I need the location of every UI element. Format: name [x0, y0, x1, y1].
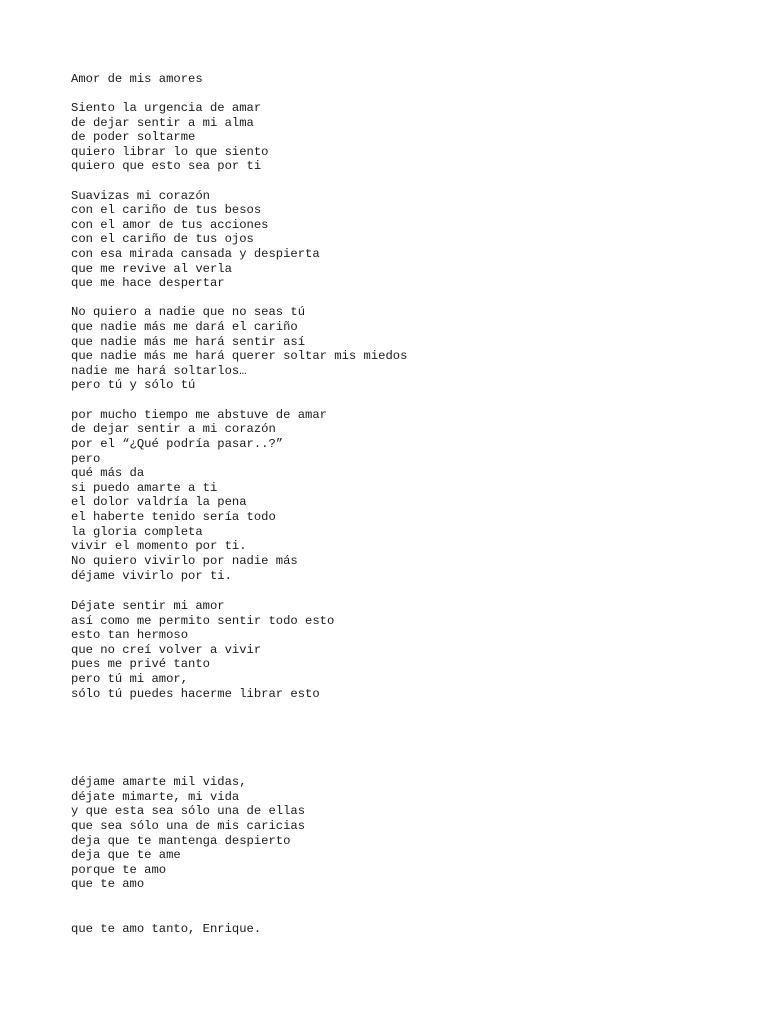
poem-line: vivir el momento por ti.: [71, 539, 247, 553]
poem-line: sólo tú puedes hacerme librar esto: [71, 687, 320, 701]
poem-line: con el cariño de tus besos: [71, 203, 262, 217]
poem-line: qué más da: [71, 466, 145, 480]
poem-line: con el amor de tus acciones: [71, 218, 269, 232]
poem-title: Amor de mis amores: [71, 72, 203, 86]
poem-line: así como me permito sentir todo esto: [71, 614, 335, 628]
poem-line: deja que te ame: [71, 848, 181, 862]
poem-line: esto tan hermoso: [71, 628, 189, 642]
poem-line: Suavizas mi corazón: [71, 189, 210, 203]
poem-line: que nadie más me hará sentir así: [71, 335, 306, 349]
poem-line: pero tú mi amor,: [71, 672, 189, 686]
poem-line: No quiero vivirlo por nadie más: [71, 554, 298, 568]
poem-line: que me hace despertar: [71, 276, 225, 290]
poem-line: nadie me hará soltarlos…: [71, 364, 247, 378]
poem-line: No quiero a nadie que no seas tú: [71, 305, 306, 319]
poem-line: que me revive al verla: [71, 262, 232, 276]
poem-line: déjame amarte mil vidas,: [71, 775, 247, 789]
poem-line: porque te amo: [71, 863, 167, 877]
poem-line: Siento la urgencia de amar: [71, 101, 262, 115]
poem-line: el haberte tenido sería todo: [71, 510, 276, 524]
poem-line: y que esta sea sólo una de ellas: [71, 804, 306, 818]
poem-line: que no creí volver a vivir: [71, 643, 262, 657]
poem-line: por el “¿Qué podría pasar..?”: [71, 437, 284, 451]
poem-line: déjate mimarte, mi vida: [71, 790, 240, 804]
poem-line: deja que te mantenga despierto: [71, 834, 291, 848]
poem-line: que sea sólo una de mis caricias: [71, 819, 306, 833]
poem-line: que nadie más me hará querer soltar mis miedos: [71, 349, 408, 363]
poem-line: quiero librar lo que siento: [71, 145, 269, 159]
poem-line: déjame vivirlo por ti.: [71, 569, 232, 583]
poem-line: de dejar sentir a mi alma: [71, 116, 254, 130]
poem-line: de dejar sentir a mi corazón: [71, 422, 276, 436]
poem-line: de poder soltarme: [71, 130, 196, 144]
poem-line: pues me privé tanto: [71, 657, 210, 671]
poem-closing-line: que te amo tanto, Enrique.: [71, 922, 262, 936]
poem-line: por mucho tiempo me abstuve de amar: [71, 408, 327, 422]
poem-line: quiero que esto sea por ti: [71, 159, 262, 173]
poem-line: si puedo amarte a ti: [71, 481, 218, 495]
poem-line: que nadie más me dará el cariño: [71, 320, 298, 334]
poem-line: Déjate sentir mi amor: [71, 599, 225, 613]
poem-line: la gloria completa: [71, 525, 203, 539]
poem-line: pero tú y sólo tú: [71, 378, 196, 392]
poem-line: con esa mirada cansada y despierta: [71, 247, 320, 261]
poem-line: pero: [71, 452, 101, 466]
poem-line: con el cariño de tus ojos: [71, 232, 254, 246]
poem-line: el dolor valdría la pena: [71, 495, 247, 509]
poem-line: que te amo: [71, 877, 145, 891]
